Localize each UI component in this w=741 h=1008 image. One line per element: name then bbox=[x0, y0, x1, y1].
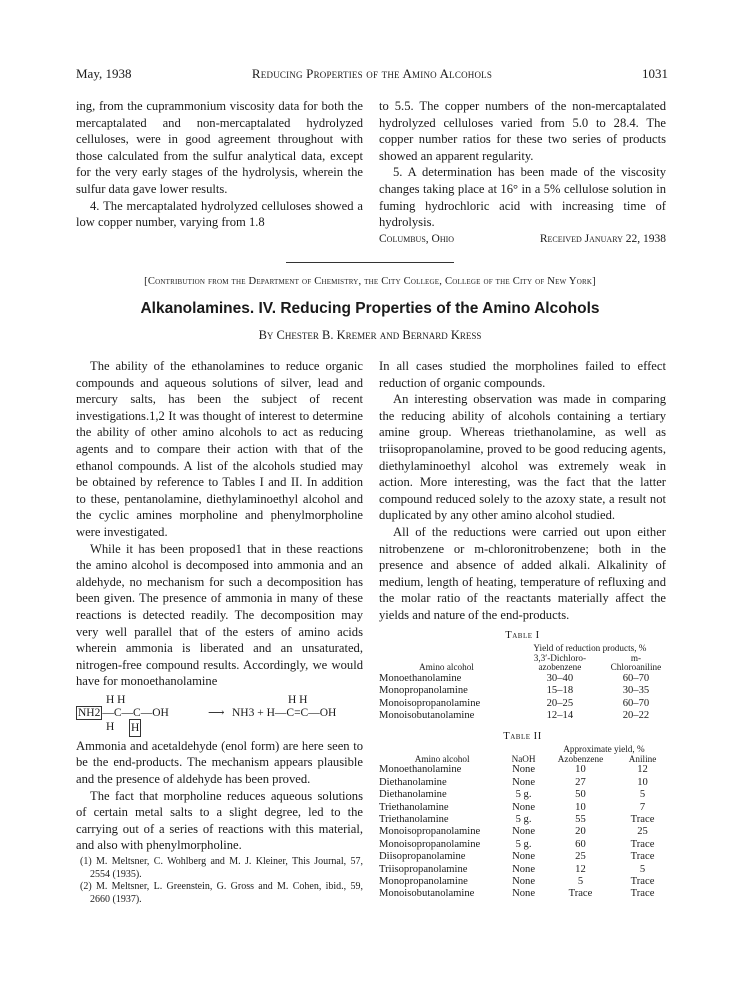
continued-right-paragraph: 5. A determination has been made of the viscosity changes taking place at 16° in a 5% cellulose solution in fuming hydrochloric acid with increasing time of hydrolysis. bbox=[379, 165, 666, 230]
table2 bbox=[379, 745, 666, 901]
table-cell-value: 15–18 bbox=[546, 685, 574, 697]
table2-header-col: Aniline bbox=[628, 753, 657, 764]
table1-caption: Table I bbox=[505, 629, 540, 641]
table-row bbox=[379, 888, 666, 900]
table-row bbox=[379, 802, 666, 814]
table-cell-value: 7 bbox=[639, 801, 646, 813]
table-cell-name: Monoisopropanolamine bbox=[379, 826, 481, 838]
section-divider bbox=[286, 262, 454, 263]
table-cell-value: None bbox=[512, 851, 536, 863]
table1-header-alcohol: Amino alcohol bbox=[419, 662, 474, 673]
reaction-top-left-h: H H bbox=[106, 693, 126, 706]
table-cell-value: 10 bbox=[575, 764, 586, 776]
table-cell-value: 25 bbox=[637, 826, 648, 838]
table1-header-col: m-Chloroaniline bbox=[610, 652, 662, 673]
table-cell-value: None bbox=[512, 801, 536, 813]
reaction-equation bbox=[76, 692, 363, 734]
continued-left-paragraph: ing, from the cuprammonium viscosity data for both the mercaptalated and non-mercaptalated hydrolyzed celluloses, were in good agreement throughout with those calculated from the sulfur analytical data, except for the very early stages of the hydrolysis, wherein the sulfur data gave lower results. bbox=[76, 99, 363, 196]
table-row bbox=[379, 839, 666, 851]
table-cell-value: 20–25 bbox=[546, 697, 574, 709]
body-paragraph: The fact that morpholine reduces aqueous solutions of certain metal salts to a slight degree, led to the carrying out of a series of reactions with this material, and also with phenylmorpholine. bbox=[76, 788, 363, 853]
footnotes bbox=[76, 856, 363, 906]
header-date: May, 1938 bbox=[76, 66, 132, 81]
table-cell-value: 12 bbox=[575, 863, 586, 875]
table-cell-name: Diethanolamine bbox=[379, 789, 447, 801]
table-cell-name: Monoethanolamine bbox=[379, 672, 462, 684]
footnote: (2) M. Meltsner, L. Greenstein, G. Gross and M. Cohen, ibid., 59, 2660 (1937). bbox=[80, 881, 363, 905]
table-cell-value: None bbox=[512, 826, 536, 838]
table-cell-value: 60 bbox=[575, 838, 586, 850]
article-title: Alkanolamines. IV. Reducing Properties of the Amino Alcohols bbox=[140, 300, 600, 317]
table-row bbox=[379, 851, 666, 863]
reaction-arrow: ⟶ bbox=[208, 706, 225, 719]
body-paragraph: An interesting observation was made in comparing the reducing ability of alcohols containing a tertiary amine group. Whereas triethanolamine, as well as triisopropanolamine, proved to be good reducing agents, diethylaminoethyl alcohol was extremely weak in action. More interesting, was the fact that the latter compound reduced solely to the azoxy state, a result not duplicated by any other amino alcohol studied. bbox=[379, 392, 666, 523]
table-cell-name: Monoisopropanolamine bbox=[379, 838, 481, 850]
table-cell-value: 5 bbox=[639, 789, 646, 801]
header-running-title: Reducing Properties of the Amino Alcohols bbox=[251, 66, 493, 81]
table-cell-value: 10 bbox=[637, 776, 648, 788]
reaction-top-right-h: H H bbox=[288, 693, 308, 706]
table-cell-value: 30–40 bbox=[546, 672, 574, 684]
table-cell-name: Monopropanolamine bbox=[379, 685, 468, 697]
table-cell-value: 20–22 bbox=[622, 710, 650, 722]
table-cell-value: 5 g. bbox=[515, 789, 532, 801]
table-cell-value: None bbox=[512, 875, 536, 887]
table-cell-value: 27 bbox=[575, 776, 586, 788]
table-cell-value: 50 bbox=[575, 789, 586, 801]
table-cell-value: Trace bbox=[568, 888, 593, 900]
table-row bbox=[379, 777, 666, 789]
table-cell-value: None bbox=[512, 764, 536, 776]
table-cell-value: 5 bbox=[577, 875, 584, 887]
body-paragraph: All of the reductions were carried out upon either nitrobenzene or m-chloronitrobenzene; both in the presence and absence of added alkali. Alkalinity of medium, length of heating, temperature of refluxing and the molar ratio of the reactants materially affect the yields and nature of the end-products. bbox=[379, 524, 666, 622]
reaction-reactant bbox=[76, 705, 169, 722]
table-cell-value: Trace bbox=[630, 888, 655, 900]
table-cell-value: Trace bbox=[630, 851, 655, 863]
table-row bbox=[379, 789, 666, 801]
table-row bbox=[379, 876, 666, 888]
table-cell-name: Triisopropanolamine bbox=[379, 863, 468, 875]
table-cell-name: Triethanolamine bbox=[379, 813, 449, 825]
continued-right-paragraph: to 5.5. The copper numbers of the non-mercaptalated hydrolyzed celluloses varied from 5.0 to 28.4. The copper number ratios for these two series of products showed an apparent regularity. bbox=[379, 99, 666, 163]
running-header bbox=[76, 66, 668, 84]
table-cell-value: 12 bbox=[637, 764, 648, 776]
article-left-column bbox=[76, 358, 363, 906]
table2-header-col: Azobenzene bbox=[557, 753, 604, 764]
table-cell-name: Monoisopropanolamine bbox=[379, 697, 481, 709]
table-cell-value: 20 bbox=[575, 826, 586, 838]
table-row bbox=[379, 710, 666, 722]
table1-group-header: Yield of reduction products, % bbox=[533, 643, 647, 654]
continued-right-column bbox=[379, 98, 666, 247]
table-cell-value: 55 bbox=[575, 813, 586, 825]
table2-header-col: NaOH bbox=[511, 753, 536, 764]
table-cell-value: 25 bbox=[575, 851, 586, 863]
table-row bbox=[379, 673, 666, 685]
body-paragraph: The ability of the ethanolamines to reduce organic compounds and aqueous solutions of silver, lead and mercury salts, has been the subject of recent investigations.1,2 It was thought of interest to determine the ability of other amino alcohols to act as reducing agents and to compare their action with that of the ethanol compounds. A list of the alcohols studied may be obtained by reference to Tables I and II. In addition to these, pentanolamine, diethylaminoethyl alcohol and the cyclic amines morpholine and phenylmorpholine were investigated. bbox=[76, 359, 363, 539]
table-row bbox=[379, 685, 666, 697]
table-cell-value: 30–35 bbox=[622, 685, 650, 697]
table2-header-alcohol: Amino alcohol bbox=[414, 753, 470, 764]
table-cell-name: Diisopropanolamine bbox=[379, 851, 466, 863]
table-cell-name: Diethanolamine bbox=[379, 776, 447, 788]
table-row bbox=[379, 826, 666, 838]
body-paragraph: In all cases studied the morpholines failed to effect reduction of organic compounds. bbox=[379, 359, 666, 390]
table-cell-value: Trace bbox=[630, 875, 655, 887]
table1 bbox=[379, 644, 666, 722]
header-page-number: 1031 bbox=[642, 66, 668, 81]
table-cell-value: 5 g. bbox=[515, 838, 532, 850]
table-row bbox=[379, 864, 666, 876]
table-row bbox=[379, 814, 666, 826]
table-row bbox=[379, 698, 666, 710]
contribution-line: [Contribution from the Department of Chemistry, the City College, College of the City of New York] bbox=[144, 276, 596, 287]
table-cell-name: Monopropanolamine bbox=[379, 875, 468, 887]
table-cell-name: Monoisobutanolamine bbox=[379, 710, 475, 722]
body-paragraph: While it has been proposed1 that in these reactions the amino alcohol is decomposed into ammonia and an aldehyde, no mechanism for such a decomposition has been given. The presence of ammonia in many of these reactions is detected readily. The decomposition may very well parallel that of the esters of amino acids wherein ammonia is liberated and an unsaturated, nitrogen-free compound results. Accordingly, we would have for monoethanolamine bbox=[76, 541, 363, 689]
table1-header-col: 3,3′-Dichloro-azobenzene bbox=[533, 652, 587, 673]
body-paragraph: Ammonia and acetaldehyde (enol form) are here seen to be the end-products. The mechanism appears plausible and the presence of aldehyde has been proved. bbox=[76, 738, 363, 787]
reaction-products: NH3 + H—C=C—OH bbox=[232, 706, 337, 719]
article-right-column bbox=[379, 358, 666, 901]
table-cell-value: 5 g. bbox=[515, 813, 532, 825]
table-cell-value: 60–70 bbox=[622, 672, 650, 684]
table-cell-value: Trace bbox=[630, 813, 655, 825]
continued-left-paragraph: 4. The mercaptalated hydrolyzed celluloses showed a low copper number, varying from 1.8 bbox=[76, 198, 363, 230]
continued-left-column bbox=[76, 98, 363, 231]
reaction-bottom-h: H bbox=[106, 720, 115, 733]
table-cell-value: Trace bbox=[630, 838, 655, 850]
table-cell-value: 12–14 bbox=[546, 710, 574, 722]
table2-caption: Table II bbox=[503, 730, 542, 742]
table-cell-value: 5 bbox=[639, 863, 646, 875]
reaction-boxed-h: H bbox=[129, 719, 141, 738]
table-cell-value: None bbox=[512, 863, 536, 875]
table-cell-name: Triethanolamine bbox=[379, 801, 449, 813]
signoff bbox=[379, 231, 666, 248]
reaction-boxed-nh2: NH2 bbox=[78, 706, 101, 719]
reaction-reactant-chain: —C—C—OH bbox=[102, 706, 169, 719]
signoff-place: Columbus, Ohio bbox=[379, 232, 455, 245]
table-row bbox=[379, 764, 666, 776]
table-cell-value: None bbox=[512, 888, 536, 900]
byline: By Chester B. Kremer and Bernard Kress bbox=[258, 328, 482, 342]
table-cell-name: Monoethanolamine bbox=[379, 764, 462, 776]
table-cell-value: 60–70 bbox=[622, 697, 650, 709]
footnote: (1) M. Meltsner, C. Wohlberg and M. J. Kleiner, This Journal, 57, 2554 (1935). bbox=[80, 856, 363, 880]
table2-group-header: Approximate yield, % bbox=[563, 744, 645, 755]
table-cell-name: Monoisobutanolamine bbox=[379, 888, 475, 900]
table-cell-value: None bbox=[512, 776, 536, 788]
signoff-received: Received January 22, 1938 bbox=[539, 232, 666, 245]
table-cell-value: 10 bbox=[575, 801, 586, 813]
